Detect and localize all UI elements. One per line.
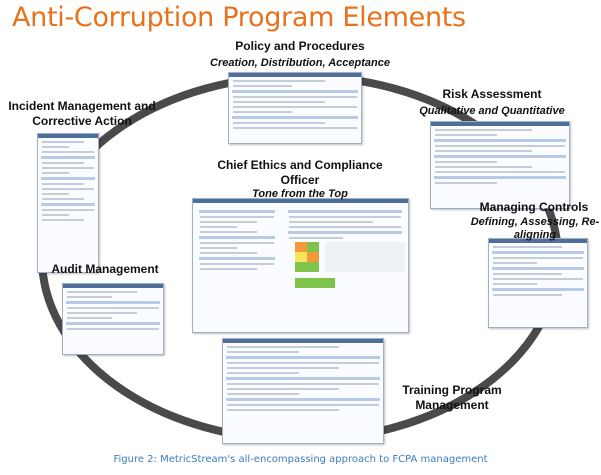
controls-screenshot [488, 238, 588, 328]
center-label-line2: Officer [280, 173, 320, 187]
center-sublabel: Tone from the Top [252, 188, 348, 200]
dashboard-screenshot [192, 198, 409, 333]
training-label-line2: Management [415, 398, 489, 412]
risk-label: Risk Assessment [442, 87, 542, 101]
center-label [195, 158, 405, 188]
incident-label-line2: Corrective Action [32, 114, 132, 128]
training-label [392, 383, 512, 413]
audit-screenshot [62, 283, 164, 355]
risk-sublabel: Qualitative and Quantitative [419, 105, 565, 117]
incident-label [2, 99, 162, 129]
controls-sublabel-line2: aligning [513, 229, 557, 241]
controls-sublabel [470, 216, 600, 242]
training-screenshot [222, 338, 384, 444]
figure-caption: Figure 2: MetricStream's all-encompassing approach to FCPA management [113, 454, 488, 465]
audit-label: Audit Management [51, 262, 159, 276]
training-label-line1: Training Program [402, 383, 502, 397]
controls-label: Managing Controls [479, 200, 589, 214]
page-title: Anti-Corruption Program Elements [12, 2, 466, 33]
incident-label-line1: Incident Management and [8, 99, 156, 113]
policy-sublabel: Creation, Distribution, Acceptance [210, 57, 390, 69]
policy-screenshot [228, 72, 362, 144]
center-label-line1: Chief Ethics and Compliance [217, 158, 383, 172]
risk-screenshot [430, 121, 570, 209]
policy-label: Policy and Procedures [235, 39, 365, 53]
heatmap-graphic [295, 242, 409, 292]
incident-screenshot [37, 133, 99, 273]
controls-sublabel-line1: Defining, Assessing, Re- [470, 216, 600, 228]
